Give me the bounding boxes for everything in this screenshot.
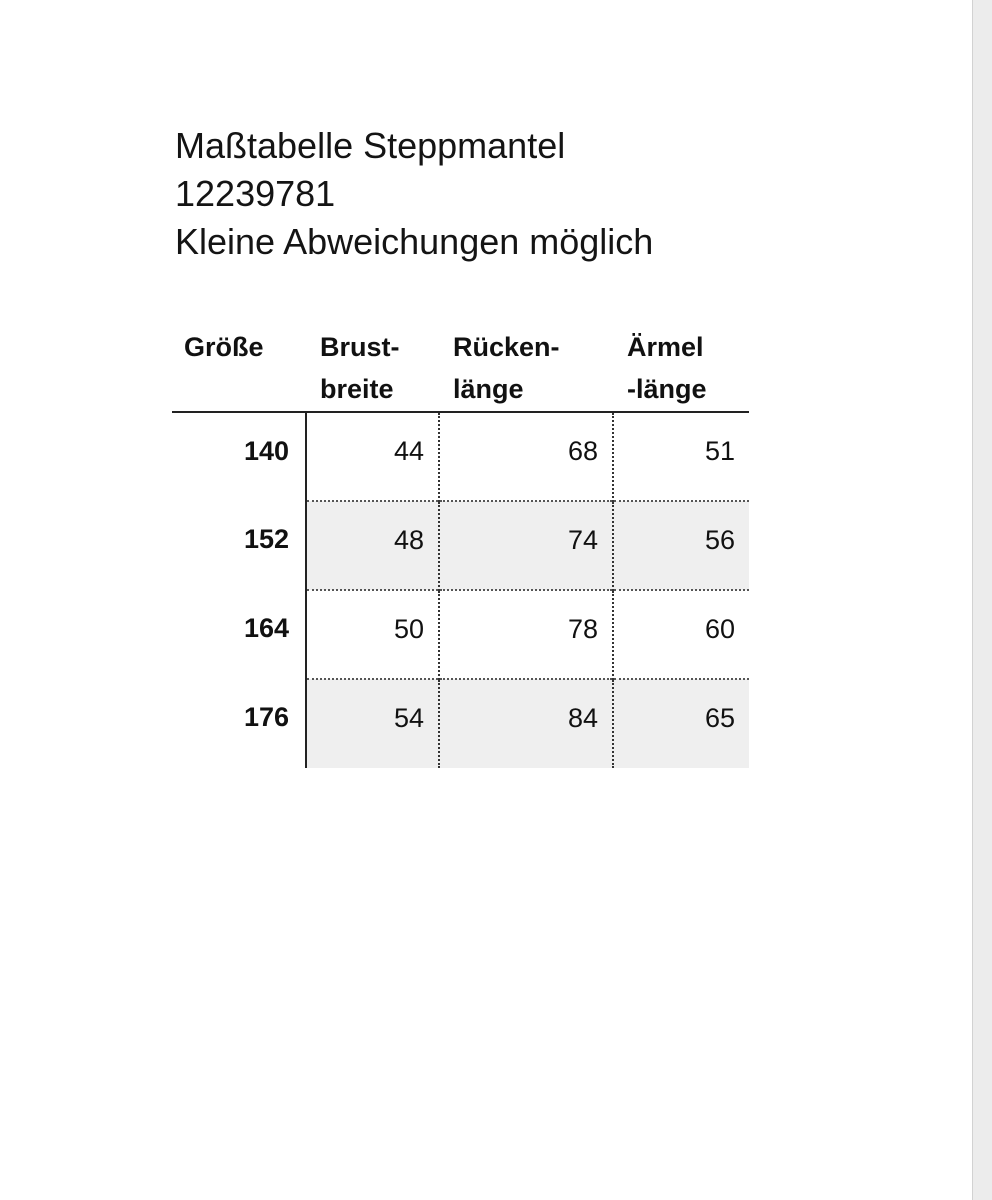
table-header-row xyxy=(172,320,749,412)
header-aermellaenge-line1: Ärmel xyxy=(627,332,704,362)
cell-rueckenlaenge: 84 xyxy=(439,679,613,768)
header-aermellaenge xyxy=(613,320,749,412)
header-rueckenlaenge-line2: länge xyxy=(453,374,524,404)
cell-aermellaenge: 56 xyxy=(613,501,749,590)
header-brustbreite-line2: breite xyxy=(320,374,394,404)
cell-aermellaenge: 65 xyxy=(613,679,749,768)
cell-brustbreite: 50 xyxy=(306,590,439,679)
header-rueckenlaenge xyxy=(439,320,613,412)
header-brustbreite xyxy=(306,320,439,412)
cell-brustbreite: 54 xyxy=(306,679,439,768)
cell-brustbreite: 48 xyxy=(306,501,439,590)
table-row xyxy=(172,590,749,679)
cell-rueckenlaenge: 74 xyxy=(439,501,613,590)
cell-size: 176 xyxy=(172,679,306,768)
header-size-line1: Größe xyxy=(184,332,264,362)
cell-size: 140 xyxy=(172,412,306,501)
size-table xyxy=(172,320,749,768)
header-brustbreite-line1: Brust- xyxy=(320,332,400,362)
vertical-scrollbar[interactable] xyxy=(972,0,992,1200)
header-rueckenlaenge-line1: Rücken- xyxy=(453,332,560,362)
cell-aermellaenge: 51 xyxy=(704,436,735,466)
deviation-note: Kleine Abweichungen möglich xyxy=(175,221,654,262)
header-size xyxy=(172,320,306,412)
cell-brustbreite: 44 xyxy=(306,412,439,501)
cell-aermellaenge: 60 xyxy=(613,590,749,679)
cell-size: 164 xyxy=(172,590,306,679)
cell-size: 152 xyxy=(172,501,306,590)
cell-rueckenlaenge: 68 xyxy=(439,412,613,501)
size-chart-heading xyxy=(175,122,653,266)
header-aermellaenge-line2: -länge xyxy=(627,374,707,404)
cell-rueckenlaenge: 78 xyxy=(439,590,613,679)
page-title: Maßtabelle Steppmantel xyxy=(175,125,566,166)
article-number: 12239781 xyxy=(175,173,336,214)
table-row xyxy=(172,412,749,501)
table-row xyxy=(172,679,749,768)
table-row xyxy=(172,501,749,590)
